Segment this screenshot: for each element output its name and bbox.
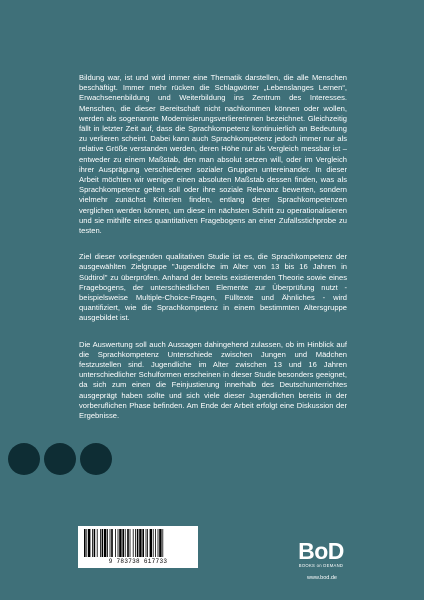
barcode-bar [122,529,124,557]
barcode-bar [158,529,159,557]
barcode-bar [135,529,136,557]
barcode-bar [97,529,98,557]
barcode-bar [155,529,156,557]
barcode-bar [150,529,152,557]
barcode-bar [133,529,134,557]
barcode-bar [115,529,116,557]
blurb-paragraph-1: Bildung war, ist und wird immer eine Thematik darstellen, die alle Menschen beschäftigt. Immer mehr rücken die Schlagwörter „Lebenslanges Lernen“, Erwachsenenbildung und Weiterbildung ins Zentrum des Interesses. Menschen, die dieser Bereitschaft nicht nachkommen können oder wollen, werden als sogenannte Modernisierungsverliererinnen bezeichnet. Gleichzeitig fällt in letzter Zeit auf, dass die Sprachkompetenz kontinuierlich an Bedeutung zu verlieren scheint. Dabei kann auch Sprachkompetenz jedoch immer nur als relative Größe verstanden werden, deren Höhe nur als Vergleich messbar ist – entweder zu einem Maßstab, den man absolut setzen will, oder im Vergleich ihrer Ausprägung verschiedener sozialer Gruppen untereinander. In dieser Arbeit möchten wir weniger einen absoluten Maßstab dessen finden, was als Sprachkompetenz gelten soll oder ihre soziale Relevanz bewerten, sondern vielmehr zunächst Kriterien finden, entlang derer Sprachkompetenzen verglichen werden können, um diese im nächsten Schritt zu operationalisieren und sie mithilfe eines quantitativen Fragebogens an einer Zufallsstichprobe zu testen. [79,73,347,236]
barcode-bar [84,529,86,557]
barcode-bar [153,529,154,557]
barcode-bar [110,529,111,557]
barcode-bar [146,529,147,557]
publisher-logo-text: BoD [298,538,344,564]
barcode-bar [127,529,129,557]
barcode-bar [162,529,163,557]
barcode-bar [139,529,141,557]
barcode-bar [88,529,90,557]
barcode-bar [130,529,131,557]
barcode-bar [147,529,148,557]
barcode-bar [107,529,108,557]
barcode-bar [102,529,104,557]
dot-2 [44,443,76,475]
barcode-bar [92,529,93,557]
barcode-bar [100,529,101,557]
barcode-bar [159,529,161,557]
publisher-website: www.bod.de [307,575,337,581]
barcode-bars [82,529,194,557]
barcode-bar [111,529,113,557]
dot-1 [8,443,40,475]
barcode-bar [142,529,144,557]
blurb-text [79,73,347,433]
barcode-bar [137,529,139,557]
barcode-bar [104,529,106,557]
barcode-bar [119,529,121,557]
blurb-paragraph-2: Ziel dieser vorliegenden qualitativen Studie ist es, die Sprachkompetenz der ausgewählten Zielgruppe "Jugendliche im Alter von 13 bis 16 Jahren in Südtirol" zu überprüfen. Anhand der bereits existierenden Theorie sowie eines Fragebogens, der unterschiedlichen Elemente zur Überprüfung nutzt - beispielsweise Multiple-Choice-Fragen, Fülltexte und Ähnliches - wird quantifiziert, wie die Sprachkompetenz in einem bestimmten Altersgruppe ausgebildet ist. [79,252,347,323]
publisher-tagline: BOOKS on DEMAND [298,563,344,568]
dot-3 [80,443,112,475]
barcode-bar [86,529,87,557]
barcode-number: 9 783738 617733 [108,558,168,565]
barcode-bar [94,529,96,557]
barcode-bar [125,529,126,557]
isbn-barcode [78,526,198,568]
blurb-paragraph-3: Die Auswertung soll auch Aussagen dahingehend zulassen, ob im Hinblick auf die Sprachkompetenz Unterschiede zwischen Jungen und Mädchen festzustellen sind. Jugendliche im Alter zwischen 13 und 16 Jahren unterschiedlicher Schulformen erscheinen in dieser Studie besonders geeignet, da sich zum einen die Feinjustierung innerhalb des Deutschunterrichtes ausgeprägt haben sollte und sich viele dieser Jugendlichen bereits in der vorberuflichen Phase befinden. Am Ende der Arbeit erfolgt eine Diskussion der Ergebnisse. [79,339,347,421]
barcode-bar [118,529,119,557]
publisher-logo [296,538,346,569]
decorative-dots [8,443,112,475]
